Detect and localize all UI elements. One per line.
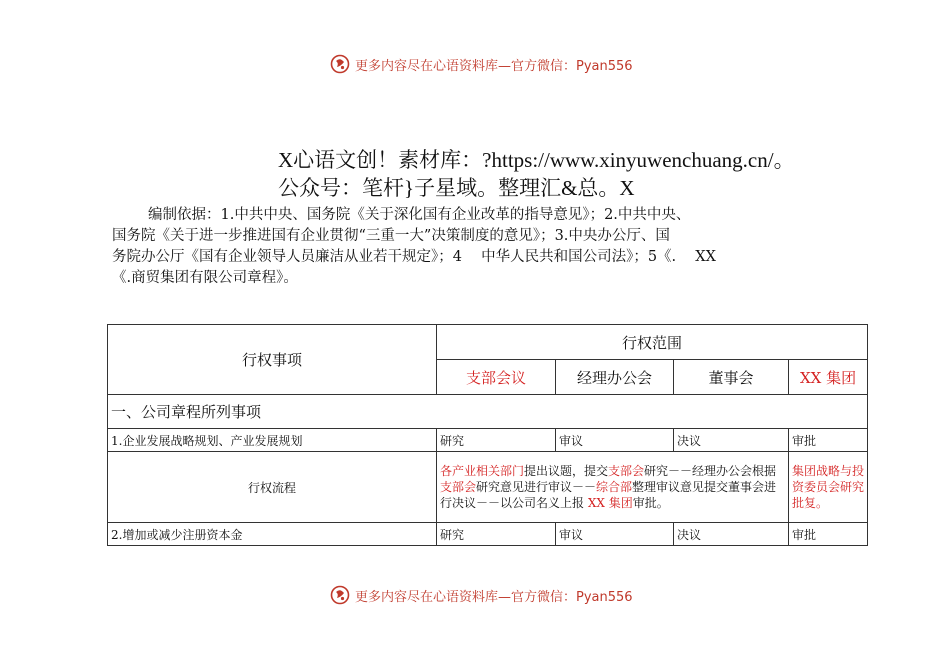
row-item-label: 1.企业发展战略规划、产业发展规划 xyxy=(108,429,437,452)
title-line-1: X心语文创！素材库：?https://www.xinyuwenchuang.cn/。 xyxy=(278,148,795,172)
column-board-of-directors: 董事会 xyxy=(674,360,789,395)
row-cell-board: 决议 xyxy=(674,523,789,546)
column-branch-meeting: 支部会议 xyxy=(437,360,556,395)
section-heading: 一、公司章程所列事项 xyxy=(108,395,868,429)
flow-seg-group: XX 集团 xyxy=(587,496,633,510)
watermark-text: 更多内容尽在心语资料库—官方微信：Pyan556 xyxy=(355,58,633,74)
document-title xyxy=(278,146,795,202)
column-group: XX 集团 xyxy=(789,360,868,395)
flow-seg: 研究－－经理办公会根据 xyxy=(644,464,777,478)
row-cell-manager: 审议 xyxy=(556,523,674,546)
column-manager-office-meeting: 经理办公会 xyxy=(556,360,674,395)
row-cell-manager: 审议 xyxy=(556,429,674,452)
watermark-bottom xyxy=(330,585,633,605)
flow-seg: 研究意见进行审议－－ xyxy=(476,480,597,494)
row-cell-group: 审批 xyxy=(789,523,868,546)
row-item-label: 2.增加或减少注册资本金 xyxy=(108,523,437,546)
flow-description xyxy=(437,452,789,523)
basis-line-2: 国务院《关于进一步推进国有企业贯彻“三重一大”决策制度的意见》；3.中央办公厅、国 xyxy=(112,228,670,244)
watermark-top xyxy=(330,54,633,74)
flow-seg: 整理审议意见提交董事会进行决议－－以公司名义上报 xyxy=(440,480,777,510)
basis-line-3: 务院办公厅《国有企业领导人员廉洁从业若干规定》；4 中华人民共和国公司法》；5《. XX xyxy=(112,249,716,265)
watermark-text: 更多内容尽在心语资料库—官方微信：Pyan556 xyxy=(355,589,633,605)
row-cell-group: 审批 xyxy=(789,429,868,452)
row-cell-branch: 研究 xyxy=(437,429,556,452)
flow-seg-branch: 支部会 xyxy=(440,480,477,494)
row-cell-branch: 研究 xyxy=(437,523,556,546)
flow-seg-departments: 各产业相关部门 xyxy=(440,464,525,478)
header-range: 行权范围 xyxy=(437,325,868,360)
flow-seg: 审批。 xyxy=(632,496,669,510)
seal-logo-icon xyxy=(330,585,350,605)
flow-label: 行权流程 xyxy=(108,452,437,523)
authority-matrix-table xyxy=(107,324,868,546)
compilation-basis xyxy=(112,205,864,289)
header-item: 行权事项 xyxy=(108,325,437,395)
seal-logo-icon xyxy=(330,54,350,74)
flow-seg: 提出议题，提交 xyxy=(524,464,609,478)
basis-line-1: 编制依据：1.中共中央、国务院《关于深化国有企业改革的指导意见》；2.中共中央、 xyxy=(148,207,691,223)
flow-approval: 集团战略与投资委员会研究批复。 xyxy=(789,452,868,523)
flow-seg-general-dept: 综合部 xyxy=(596,480,633,494)
title-line-2: 公众号：笔杆}子星域。整理汇&总。X xyxy=(278,176,635,200)
flow-seg-branch: 支部会 xyxy=(608,464,645,478)
basis-line-4: 《.商贸集团有限公司章程》。 xyxy=(112,270,298,286)
row-cell-board: 决议 xyxy=(674,429,789,452)
